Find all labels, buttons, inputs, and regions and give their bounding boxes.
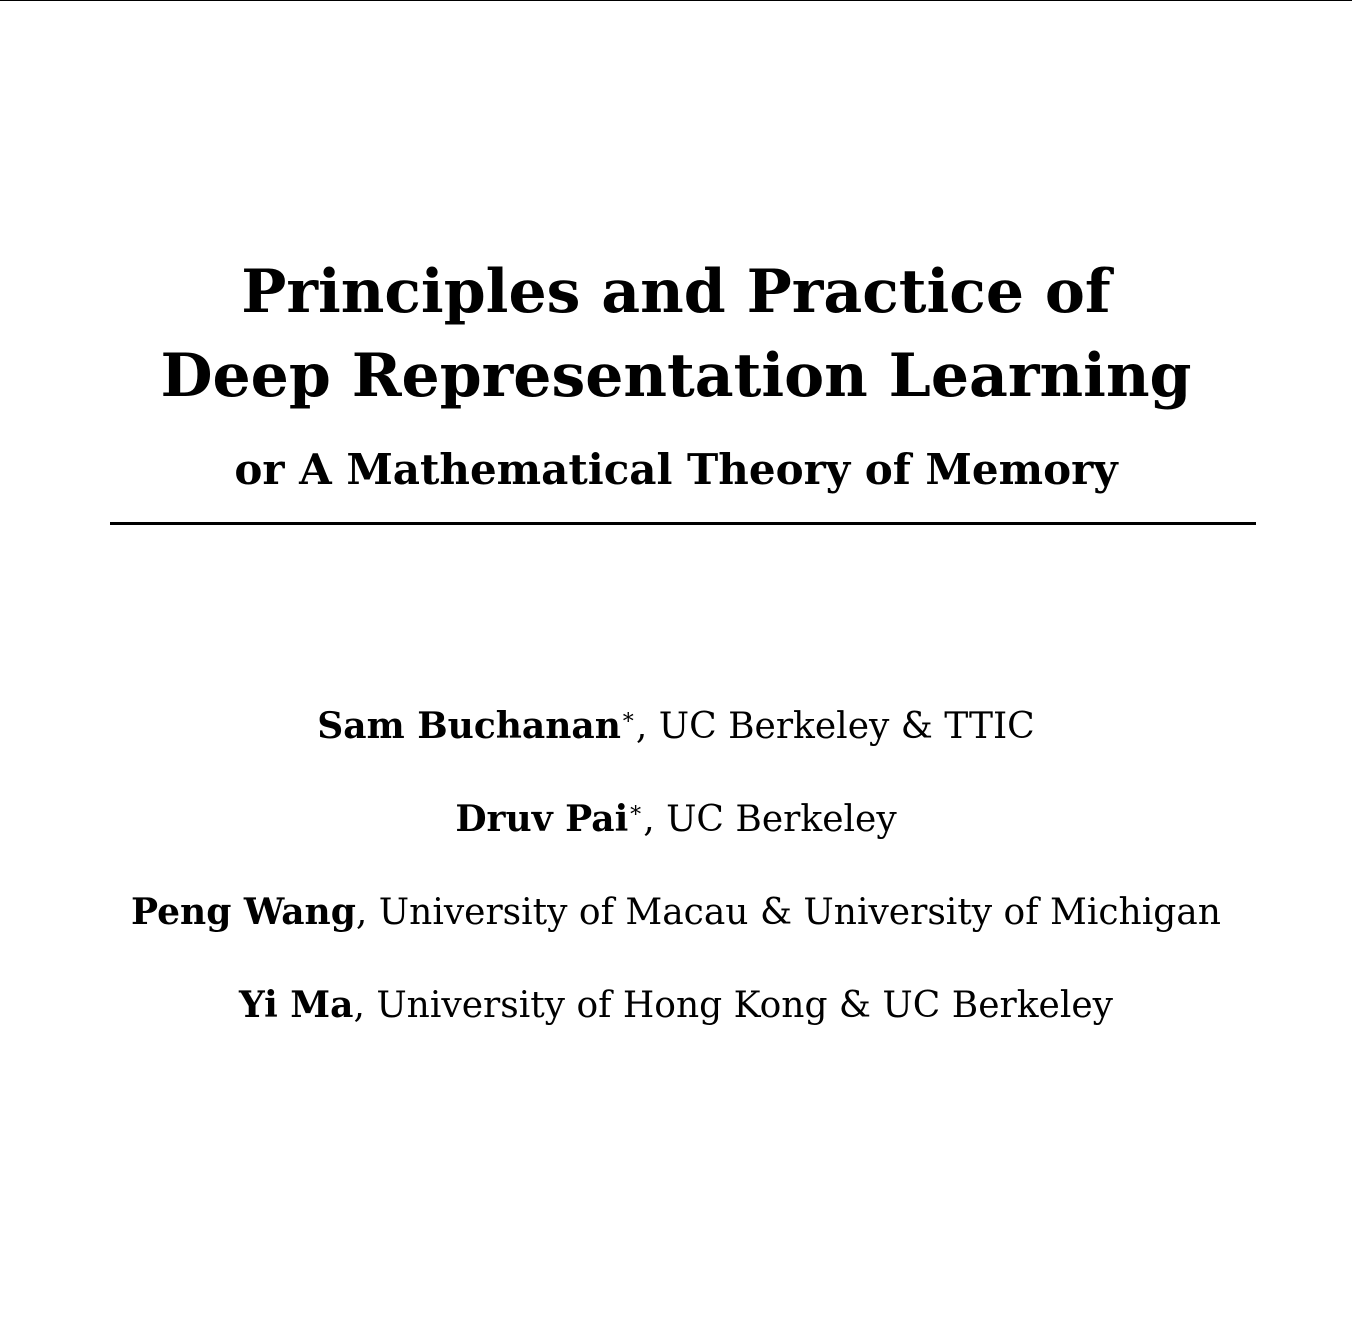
author-name: Yi Ma [239, 984, 354, 1026]
author-line-3 [0, 866, 1352, 959]
title-block [0, 250, 1352, 418]
author-line-2 [0, 773, 1352, 866]
equal-contribution-mark: ∗ [620, 705, 636, 730]
equal-contribution-mark: ∗ [628, 798, 644, 823]
author-name: Peng Wang [131, 891, 356, 933]
subtitle: or A Mathematical Theory of Memory [234, 445, 1118, 494]
author-line-4 [0, 959, 1352, 1052]
author-affiliation: , University of Hong Kong & UC Berkeley [353, 985, 1113, 1026]
title-divider-rule [110, 522, 1256, 525]
author-name: Sam Buchanan [317, 705, 621, 747]
author-affiliation: , UC Berkeley [643, 799, 897, 840]
author-list [0, 680, 1352, 1052]
title-line-1: Principles and Practice of [241, 257, 1111, 327]
author-affiliation: , UC Berkeley & TTIC [635, 706, 1035, 747]
author-name: Druv Pai [455, 798, 629, 840]
title-line-2: Deep Representation Learning [160, 341, 1192, 411]
author-affiliation: , University of Macau & University of Michigan [355, 892, 1221, 933]
author-line-1 [0, 680, 1352, 773]
top-border-rule [0, 0, 1352, 1]
